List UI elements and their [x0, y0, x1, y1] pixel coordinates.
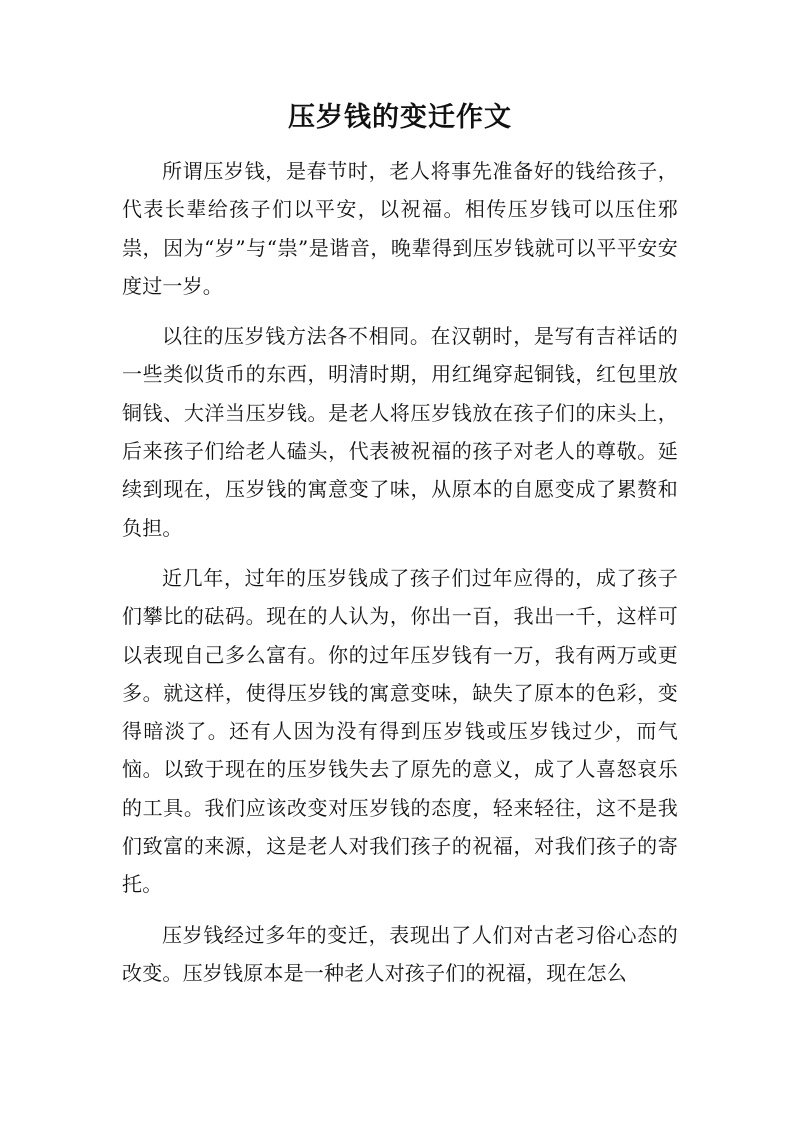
- paragraph-3: 近几年，过年的压岁钱成了孩子们过年应得的，成了孩子们攀比的砝码。现在的人认为，你出一百，我出一千，这样可以表现自己多么富有。你的过年压岁钱有一万，我有两万或更多。就这样，使得压岁钱的寓意变味，缺失了原本的色彩，变得暗淡了。还有人因为没有得到压岁钱或压岁钱过少，而气恼。以致于现在的压岁钱失去了原先的意义，成了人喜怒哀乐的工具。我们应该改变对压岁钱的态度，轻来轻往，这不是我们致富的来源，这是老人对我们孩子的祝福，对我们孩子的寄托。: [122, 565, 678, 897]
- paragraph-1: 所谓压岁钱，是春节时，老人将事先准备好的钱给孩子，代表长辈给孩子们以平安，以祝福。相传压岁钱可以压住邪祟，因为“岁”与“祟”是谐音，晚辈得到压岁钱就可以平平安安度过一岁。: [122, 159, 678, 298]
- document-title: 压岁钱的变迁作文: [288, 102, 512, 133]
- document-body: [122, 152, 678, 1004]
- paragraph-4: 压岁钱经过多年的变迁，表现出了人们对古老习俗心态的改变。压岁钱原本是一种老人对孩子们的祝福，现在怎么: [122, 922, 678, 985]
- paragraph-2: 以往的压岁钱方法各不相同。在汉朝时，是写有吉祥话的一些类似货币的东西，明清时期，用红绳穿起铜钱，红包里放铜钱、大洋当压岁钱。是老人将压岁钱放在孩子们的床头上，后来孩子们给老人磕头，代表被祝福的孩子对老人的尊敬。延续到现在，压岁钱的寓意变了味，从原本的自愿变成了累赘和负担。: [122, 324, 678, 540]
